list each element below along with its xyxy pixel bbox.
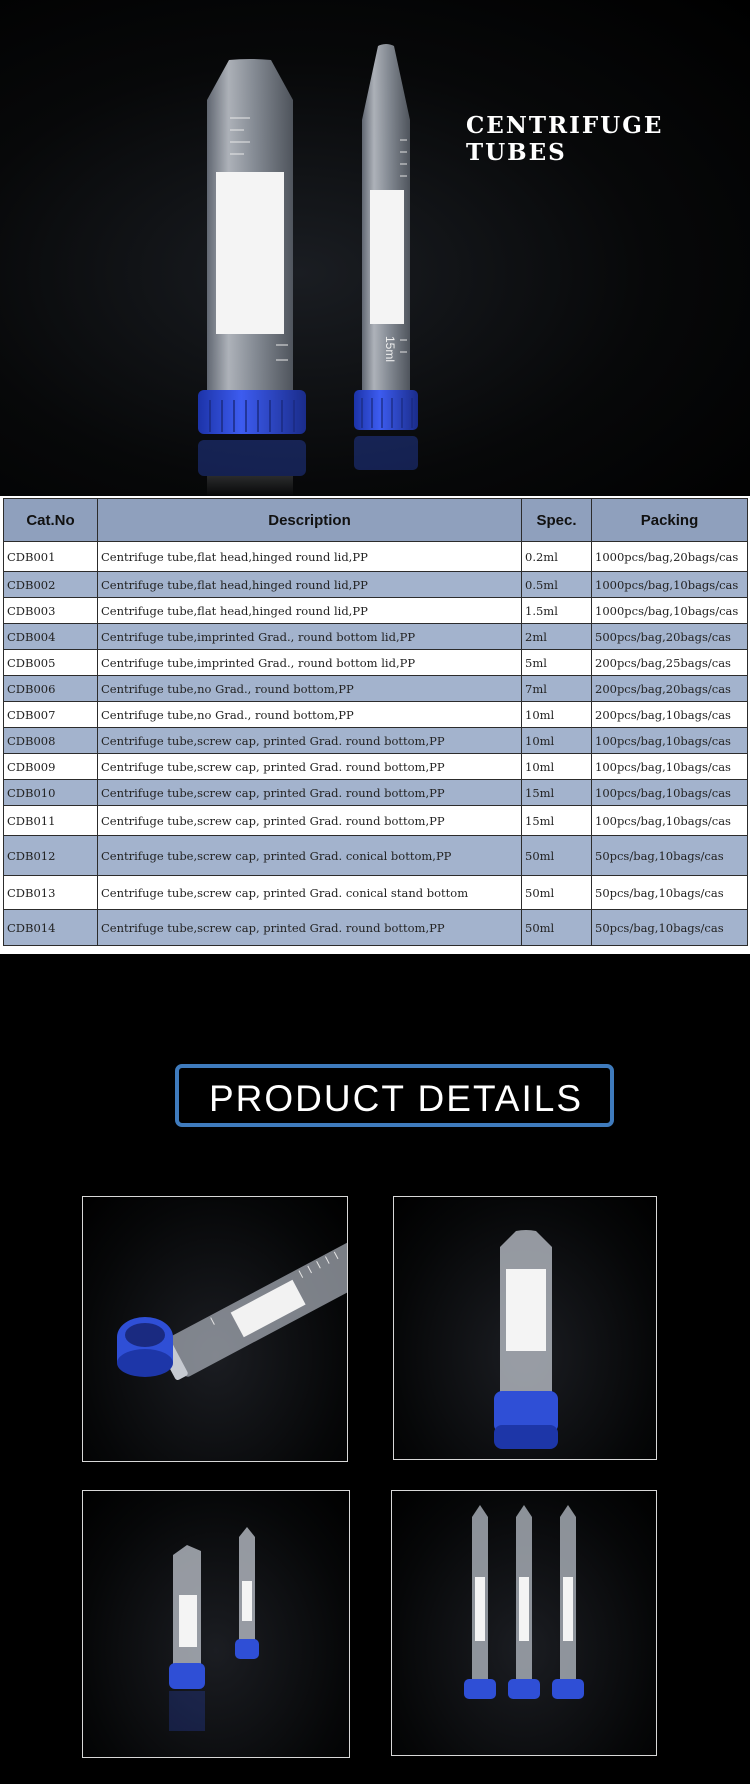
cell-spec: 0.5ml bbox=[522, 572, 592, 598]
cell-packing: 1000pcs/bag,10bags/cas bbox=[592, 598, 748, 624]
cell-packing: 50pcs/bag,10bags/cas bbox=[592, 876, 748, 910]
table-row bbox=[4, 780, 748, 806]
cell-spec: 0.2ml bbox=[522, 542, 592, 572]
cell-packing: 200pcs/bag,25bags/cas bbox=[592, 650, 748, 676]
cell-description: Centrifuge tube,imprinted Grad., round bottom lid,PP bbox=[98, 650, 522, 676]
product-photo-three-tubes bbox=[391, 1490, 657, 1756]
tube-standing-icon bbox=[394, 1197, 657, 1460]
cell-cat-no: CDB005 bbox=[4, 650, 98, 676]
cell-packing: 100pcs/bag,10bags/cas bbox=[592, 806, 748, 836]
small-tube-icon bbox=[354, 44, 418, 470]
table-row bbox=[4, 806, 748, 836]
cell-description: Centrifuge tube,flat head,hinged round lid,PP bbox=[98, 572, 522, 598]
cell-cat-no: CDB011 bbox=[4, 806, 98, 836]
tube-open-icon bbox=[83, 1197, 348, 1462]
cell-packing: 50pcs/bag,10bags/cas bbox=[592, 910, 748, 946]
cell-packing: 100pcs/bag,10bags/cas bbox=[592, 754, 748, 780]
cell-cat-no: CDB001 bbox=[4, 542, 98, 572]
product-photo-two-tubes bbox=[82, 1490, 350, 1758]
tube-trio-icon bbox=[392, 1491, 657, 1756]
cell-spec: 10ml bbox=[522, 728, 592, 754]
table-row bbox=[4, 876, 748, 910]
cell-spec: 10ml bbox=[522, 754, 592, 780]
table-row bbox=[4, 728, 748, 754]
table-row bbox=[4, 650, 748, 676]
cell-description: Centrifuge tube,screw cap, printed Grad. round bottom,PP bbox=[98, 754, 522, 780]
cell-packing: 1000pcs/bag,20bags/cas bbox=[592, 542, 748, 572]
table-row bbox=[4, 836, 748, 876]
cell-cat-no: CDB006 bbox=[4, 676, 98, 702]
cell-packing: 200pcs/bag,20bags/cas bbox=[592, 676, 748, 702]
cell-spec: 15ml bbox=[522, 806, 592, 836]
cell-description: Centrifuge tube,flat head,hinged round lid,PP bbox=[98, 598, 522, 624]
cell-cat-no: CDB003 bbox=[4, 598, 98, 624]
cell-spec: 2ml bbox=[522, 624, 592, 650]
cell-packing: 100pcs/bag,10bags/cas bbox=[592, 780, 748, 806]
cell-spec: 5ml bbox=[522, 650, 592, 676]
cell-packing: 500pcs/bag,20bags/cas bbox=[592, 624, 748, 650]
cell-description: Centrifuge tube,screw cap, printed Grad. conical stand bottom bbox=[98, 876, 522, 910]
table-row bbox=[4, 910, 748, 946]
cell-spec: 10ml bbox=[522, 702, 592, 728]
tube-volume-label: 15ml bbox=[383, 336, 397, 363]
header-spec: Spec. bbox=[522, 499, 592, 542]
cell-description: Centrifuge tube,screw cap, printed Grad. round bottom,PP bbox=[98, 806, 522, 836]
cell-description: Centrifuge tube,no Grad., round bottom,PP bbox=[98, 702, 522, 728]
cell-cat-no: CDB009 bbox=[4, 754, 98, 780]
cell-cat-no: CDB004 bbox=[4, 624, 98, 650]
cell-description: Centrifuge tube,screw cap, printed Grad. round bottom,PP bbox=[98, 910, 522, 946]
cell-cat-no: CDB013 bbox=[4, 876, 98, 910]
product-details-banner bbox=[175, 1064, 614, 1127]
cell-spec: 7ml bbox=[522, 676, 592, 702]
tube-pair-icon bbox=[83, 1491, 350, 1758]
cell-spec: 50ml bbox=[522, 836, 592, 876]
table-row bbox=[4, 676, 748, 702]
cell-packing: 1000pcs/bag,10bags/cas bbox=[592, 572, 748, 598]
table-row bbox=[4, 572, 748, 598]
cell-cat-no: CDB008 bbox=[4, 728, 98, 754]
table-header-row bbox=[4, 499, 748, 542]
hero-title: CENTRIFUGE TUBES bbox=[466, 112, 664, 166]
header-packing: Packing bbox=[592, 499, 748, 542]
table-row bbox=[4, 754, 748, 780]
table-row bbox=[4, 702, 748, 728]
product-photo-standing-tube bbox=[393, 1196, 657, 1460]
cell-packing: 50pcs/bag,10bags/cas bbox=[592, 836, 748, 876]
header-cat-no: Cat.No bbox=[4, 499, 98, 542]
hero-banner bbox=[0, 0, 750, 496]
large-tube-icon bbox=[198, 59, 306, 496]
cell-cat-no: CDB012 bbox=[4, 836, 98, 876]
header-description: Description bbox=[98, 499, 522, 542]
cell-description: Centrifuge tube,screw cap, printed Grad. conical bottom,PP bbox=[98, 836, 522, 876]
cell-description: Centrifuge tube,screw cap, printed Grad. round bottom,PP bbox=[98, 780, 522, 806]
cell-cat-no: CDB014 bbox=[4, 910, 98, 946]
spec-table bbox=[3, 498, 748, 946]
cell-cat-no: CDB010 bbox=[4, 780, 98, 806]
cell-spec: 1.5ml bbox=[522, 598, 592, 624]
cell-spec: 15ml bbox=[522, 780, 592, 806]
cell-description: Centrifuge tube,imprinted Grad., round bottom lid,PP bbox=[98, 624, 522, 650]
cell-spec: 50ml bbox=[522, 910, 592, 946]
cell-description: Centrifuge tube,screw cap, printed Grad. round bottom,PP bbox=[98, 728, 522, 754]
cell-description: Centrifuge tube,no Grad., round bottom,PP bbox=[98, 676, 522, 702]
cell-cat-no: CDB007 bbox=[4, 702, 98, 728]
product-details-title: PRODUCT DETAILS bbox=[209, 1078, 584, 1119]
table-row bbox=[4, 598, 748, 624]
spec-table-section bbox=[0, 496, 750, 954]
cell-cat-no: CDB002 bbox=[4, 572, 98, 598]
cell-description: Centrifuge tube,flat head,hinged round lid,PP bbox=[98, 542, 522, 572]
table-row bbox=[4, 542, 748, 572]
product-photo-open-tube bbox=[82, 1196, 348, 1462]
table-row bbox=[4, 624, 748, 650]
hero-tubes-image bbox=[0, 0, 750, 496]
cell-spec: 50ml bbox=[522, 876, 592, 910]
cell-packing: 200pcs/bag,10bags/cas bbox=[592, 702, 748, 728]
cell-packing: 100pcs/bag,10bags/cas bbox=[592, 728, 748, 754]
